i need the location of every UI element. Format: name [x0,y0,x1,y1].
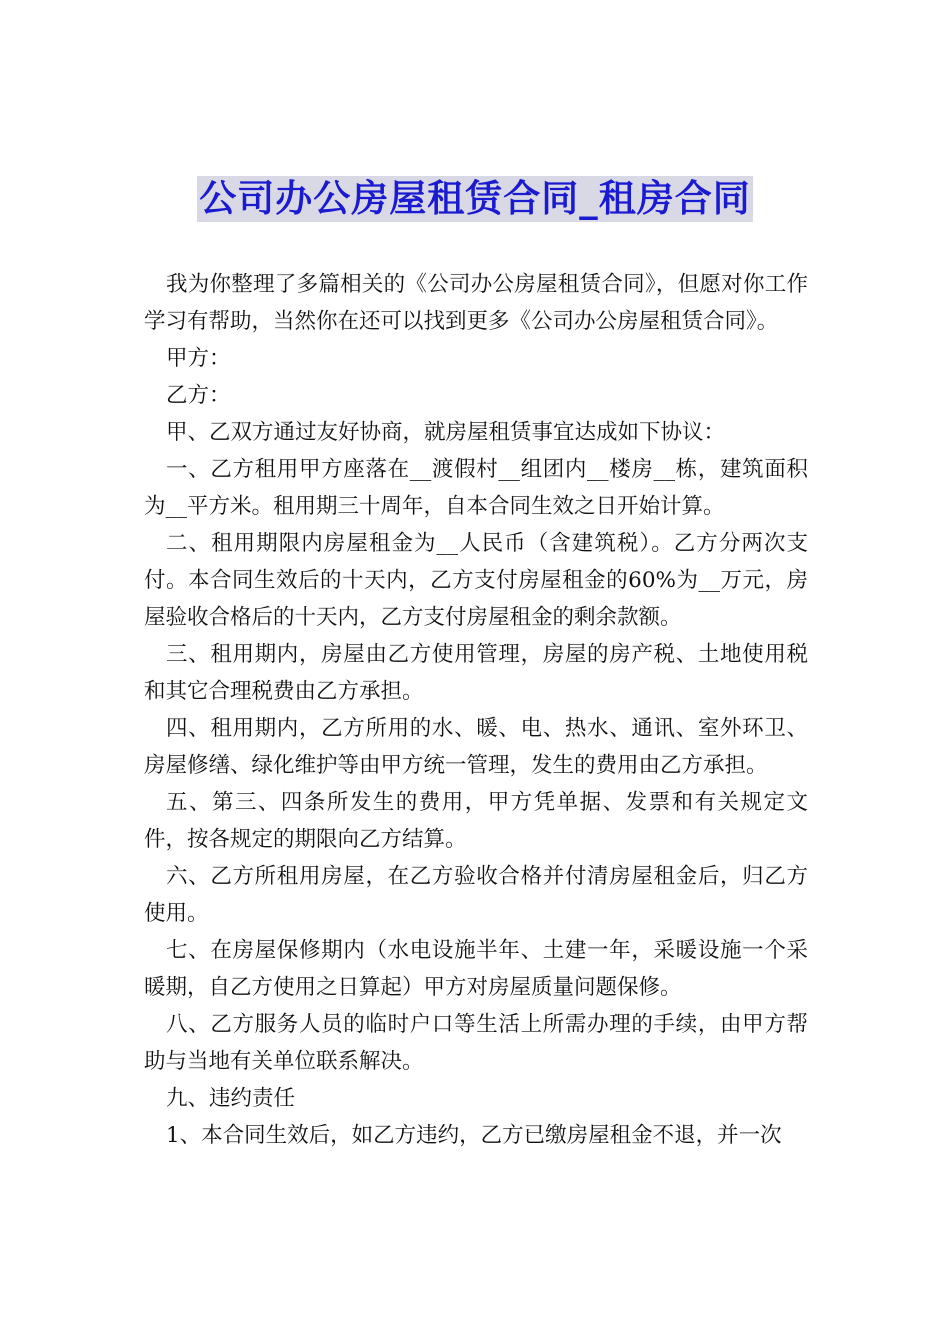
page-title: 公司办公房屋租赁合同_租房合同 [199,177,751,220]
paragraph-party-a: 甲方： [166,346,231,371]
paragraph-clause-7: 七、在房屋保修期内（水电设施半年、土建一年，采暖设施一个采暖期，自乙方使用之日算起）甲方对房屋质量问题保修。 [144,938,808,1000]
paragraph-clause-5: 五、第三、四条所发生的费用，甲方凭单据、发票和有关规定文件，按各规定的期限向乙方结算。 [144,790,808,852]
paragraph-clause-2: 二、租用期限内房屋租金为__人民币（含建筑税）。乙方分两次支付。本合同生效后的十天内，乙方支付房屋租金的60%为__万元，房屋验收合格后的十天内，乙方支付房屋租金的剩余款额。 [144,531,808,630]
paragraph-clause-9-1: 1、本合同生效后，如乙方违约，乙方已缴房屋租金不退，并一次 [166,1123,782,1148]
paragraph-clause-8: 八、乙方服务人员的临时户口等生活上所需办理的手续，由甲方帮助与当地有关单位联系解决。 [144,1012,808,1074]
paragraph-agreement: 甲、乙双方通过友好协商，就房屋租赁事宜达成如下协议： [166,420,726,445]
title-container [0,176,950,222]
paragraph-intro: 我为你整理了多篇相关的《公司办公房屋租赁合同》，但愿对你工作学习有帮助，当然你在还可以找到更多《公司办公房屋租赁合同》。 [144,272,808,334]
paragraph-clause-6: 六、乙方所租用房屋，在乙方验收合格并付清房屋租金后，归乙方使用。 [144,864,808,926]
paragraph-clause-1: 一、乙方租用甲方座落在__渡假村__组团内__楼房__栋，建筑面积为__平方米。租用期三十周年，自本合同生效之日开始计算。 [144,457,808,519]
paragraph-clause-4: 四、租用期内，乙方所用的水、暖、电、热水、通讯、室外环卫、房屋修缮、绿化维护等由甲方统一管理，发生的费用由乙方承担。 [144,716,808,778]
paragraph-clause-3: 三、租用期内，房屋由乙方使用管理，房屋的房产税、土地使用税和其它合理税费由乙方承担。 [144,642,808,704]
paragraph-party-b: 乙方： [166,383,231,408]
document-body [144,266,808,1154]
paragraph-clause-9: 九、违约责任 [166,1086,296,1111]
